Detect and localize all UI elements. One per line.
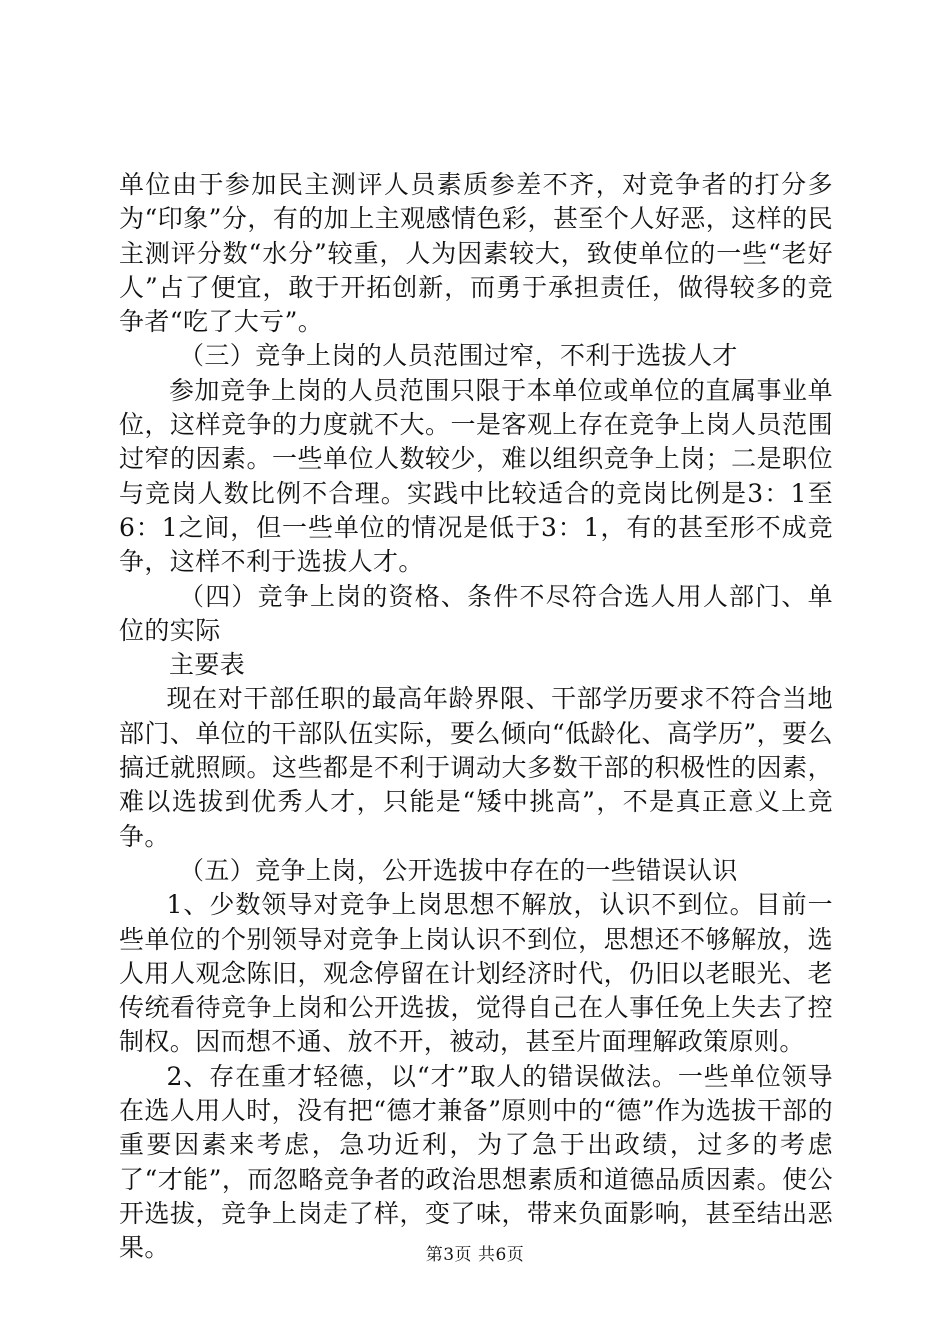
page-footer: 第3页 共6页 [425,1245,525,1265]
section-heading-4: （四）竞争上岗的资格、条件不尽符合选人用人部门、单位的实际 [119,581,833,645]
section-heading-3: （三）竞争上岗的人员范围过窄，不利于选拔人才 [179,341,738,371]
paragraph-scope: 参加竞争上岗的人员范围只限于本单位或单位的直属事业单位，这样竞争的力度就不大。一是客观上存在竞争上岗人员范围过窄的因素。一些单位人数较少，难以组织竞争上岗；二是职位与竞岗人数比例不合理。实践中比较适合的竞岗比例是3：1至6：1之间，但一些单位的情况是低于3：1，有的甚至形不成竞争，这样不利于选拔人才。 [119,375,833,577]
document-body [119,168,833,1266]
paragraph-continuation: 单位由于参加民主测评人员素质参差不齐，对竞争者的打分多为“印象”分，有的加上主观感情色彩，甚至个人好恶，这样的民主测评分数“水分”较重，人为因素较大，致使单位的一些“老好人”占了便宜，敢于开拓创新，而勇于承担责任，做得较多的竞争者“吃了大亏”。 [119,170,833,337]
paragraph-qualifications: 现在对干部任职的最高年龄界限、干部学历要求不符合当地部门、单位的干部队伍实际，要么倾向“低龄化、高学历”，要么搞迁就照顾。这些都是不利于调动大多数干部的积极性的因素，难以选拔到优秀人才，只能是“矮中挑高”，不是真正意义上竞争。 [119,684,833,851]
paragraph-fragment: 主要表 [169,650,246,680]
paragraph-item-2: 2、存在重才轻德，以“才”取人的错误做法。一些单位领导在选人用人时，没有把“德才兼备”原则中的“德”作为选拔干部的重要因素来考虑，急功近利，为了急于出政绩，过多的考虑了“才能”，而忽略竞争者的政治思想素质和道德品质因素。使公开选拔，竞争上岗走了样，变了味，带来负面影响，甚至结出恶果。 [119,1061,833,1263]
section-heading-5: （五）竞争上岗，公开选拔中存在的一些错误认识 [179,855,738,885]
paragraph-item-1: 1、少数领导对竞争上岗思想不解放，认识不到位。目前一些单位的个别领导对竞争上岗认识不到位，思想还不够解放，选人用人观念陈旧，观念停留在计划经济时代，仍旧以老眼光、老传统看待竞争上岗和公开选拔，觉得自己在人事任免上失去了控制权。因而想不通、放不开，被动，甚至片面理解政策原则。 [119,890,833,1057]
